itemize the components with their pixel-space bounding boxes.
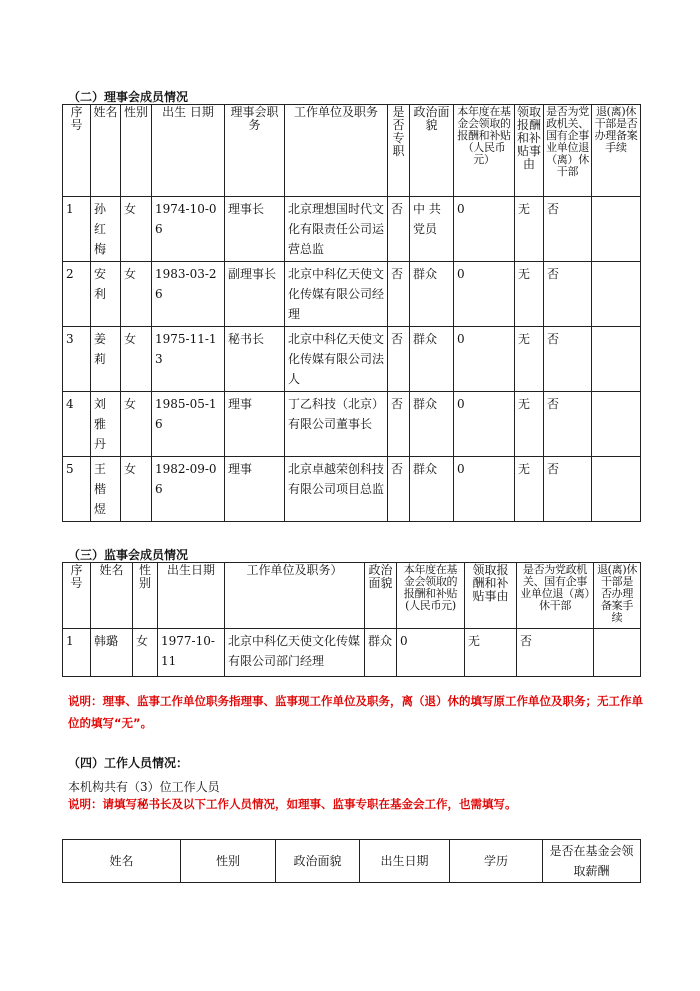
table-cell: 否 [388, 392, 410, 457]
column-header: 是否在基金会领取薪酬 [543, 840, 641, 883]
table-cell: 秘书长 [225, 327, 285, 392]
table-cell: 0 [454, 327, 515, 392]
table-row [63, 262, 641, 327]
staff-section-title: （四）工作人员情况： [68, 756, 189, 770]
table-cell: 北京理想国时代文化有限责任公司运营总监 [285, 197, 388, 262]
table-cell: 群众 [410, 327, 454, 392]
table-cell: 群众 [410, 457, 454, 522]
column-header: 姓名 [91, 105, 121, 197]
table-cell: 1 [63, 197, 91, 262]
officer-position-note: 说明：理事、监事工作单位职务指理事、监事现工作单位及职务，离（退）休的填写原工作单位及职务；无工作单位的填写“无”。 [68, 694, 643, 730]
table-cell: 0 [454, 262, 515, 327]
table-cell: 1975-11-13 [152, 327, 225, 392]
staff-table-header-row [63, 840, 641, 883]
table-cell: 无 [465, 629, 517, 677]
table-cell: 3 [63, 327, 91, 392]
staff-count-text: 本机构共有（3）位工作人员 [68, 780, 220, 794]
board-members-table [62, 104, 641, 522]
table-cell: 否 [544, 457, 592, 522]
table-row [63, 629, 641, 677]
table-cell: 群众 [410, 262, 454, 327]
column-header: 序号 [63, 563, 91, 629]
table-cell: 中 共党员 [410, 197, 454, 262]
table-cell: 无 [515, 457, 544, 522]
table-cell: 1985-05-16 [152, 392, 225, 457]
table-cell: 北京卓越荣创科技有限公司项目总监 [285, 457, 388, 522]
table-row [63, 457, 641, 522]
table-row [63, 392, 641, 457]
table-cell: 否 [544, 392, 592, 457]
table-cell [592, 197, 641, 262]
table-cell: 否 [388, 262, 410, 327]
column-header: 性别 [133, 563, 158, 629]
column-header: 政治面貌 [410, 105, 454, 197]
column-header: 出生 日期 [152, 105, 225, 197]
table-cell: 否 [388, 327, 410, 392]
column-header: 是否专职 [388, 105, 410, 197]
table-cell: 4 [63, 392, 91, 457]
column-header: 退(离)休干部是否办理备案手续 [594, 563, 641, 629]
table-row [63, 327, 641, 392]
table-cell: 5 [63, 457, 91, 522]
column-header: 序号 [63, 105, 91, 197]
table-cell: 2 [63, 262, 91, 327]
table-cell: 女 [133, 629, 158, 677]
table-cell: 否 [517, 629, 594, 677]
table-cell: 否 [388, 197, 410, 262]
column-header: 本年度在基金会领取的报酬和补贴（人民币元） [454, 105, 515, 197]
table-cell: 1 [63, 629, 91, 677]
table-cell: 0 [454, 197, 515, 262]
column-header: 是否为党政机关、国有企事业单位退（离）休干部 [517, 563, 594, 629]
column-header: 理事会职务 [225, 105, 285, 197]
table-cell: 姜莉 [91, 327, 121, 392]
column-header: 姓名 [91, 563, 133, 629]
column-header: 领取报酬和补贴事由 [465, 563, 517, 629]
column-header: 政治面貌 [276, 840, 360, 883]
table-cell: 女 [121, 327, 152, 392]
table-cell: 丁乙科技（北京）有限公司董事长 [285, 392, 388, 457]
table-cell: 女 [121, 197, 152, 262]
table-cell: 1974-10-06 [152, 197, 225, 262]
column-header: 工作单位及职务 [285, 105, 388, 197]
table-cell: 0 [397, 629, 465, 677]
table-cell: 无 [515, 262, 544, 327]
table-row [63, 197, 641, 262]
table-cell: 北京中科亿天使文化传媒有限公司经理 [285, 262, 388, 327]
column-header: 学历 [450, 840, 543, 883]
table-cell: 无 [515, 197, 544, 262]
table-cell: 无 [515, 327, 544, 392]
column-header: 性别 [121, 105, 152, 197]
supervisor-table-header-row [63, 563, 641, 629]
column-header: 姓名 [63, 840, 181, 883]
table-cell: 否 [544, 197, 592, 262]
table-cell: 北京中科亿天使文化传媒有限公司部门经理 [225, 629, 365, 677]
column-header: 政治面貌 [365, 563, 397, 629]
table-cell [592, 327, 641, 392]
table-cell: 否 [388, 457, 410, 522]
table-cell: 理事 [225, 457, 285, 522]
staff-table [62, 839, 641, 883]
table-cell [594, 629, 641, 677]
column-header: 性别 [181, 840, 276, 883]
table-cell [592, 262, 641, 327]
table-cell: 否 [544, 262, 592, 327]
column-header: 出生日期 [360, 840, 450, 883]
table-cell: 女 [121, 262, 152, 327]
column-header: 工作单位及职务） [225, 563, 365, 629]
table-cell: 孙红梅 [91, 197, 121, 262]
table-cell: 1977-10-11 [158, 629, 225, 677]
table-cell [592, 392, 641, 457]
table-cell: 1982-09-06 [152, 457, 225, 522]
table-cell: 王楷煜 [91, 457, 121, 522]
column-header: 本年度在基金会领取的报酬和补贴(人民币元) [397, 563, 465, 629]
table-cell: 刘雅丹 [91, 392, 121, 457]
table-cell: 理事长 [225, 197, 285, 262]
table-cell [592, 457, 641, 522]
column-header: 退(离)休干部是否办理备案手续 [592, 105, 641, 197]
supervisor-section-title: （三）监事会成员情况 [68, 548, 189, 562]
supervisor-members-table [62, 562, 641, 677]
table-cell: 理事 [225, 392, 285, 457]
column-header: 出生日期 [158, 563, 225, 629]
table-cell: 0 [454, 457, 515, 522]
column-header: 领取报酬和补贴事由 [515, 105, 544, 197]
table-cell: 女 [121, 392, 152, 457]
table-cell: 无 [515, 392, 544, 457]
table-cell: 女 [121, 457, 152, 522]
table-cell: 韩璐 [91, 629, 133, 677]
table-cell: 群众 [365, 629, 397, 677]
staff-fill-note: 说明：请填写秘书长及以下工作人员情况，如理事、监事专职在基金会工作，也需填写。 [68, 797, 517, 811]
table-cell: 0 [454, 392, 515, 457]
board-table-header-row [63, 105, 641, 197]
table-cell: 群众 [410, 392, 454, 457]
table-cell: 副理事长 [225, 262, 285, 327]
table-cell: 北京中科亿天使文化传媒有限公司法人 [285, 327, 388, 392]
table-cell: 否 [544, 327, 592, 392]
table-cell: 安利 [91, 262, 121, 327]
table-cell: 1983-03-26 [152, 262, 225, 327]
column-header: 是否为党政机关、国有企事业单位退（离）休干部 [544, 105, 592, 197]
board-section-title: （二）理事会成员情况 [68, 90, 189, 104]
